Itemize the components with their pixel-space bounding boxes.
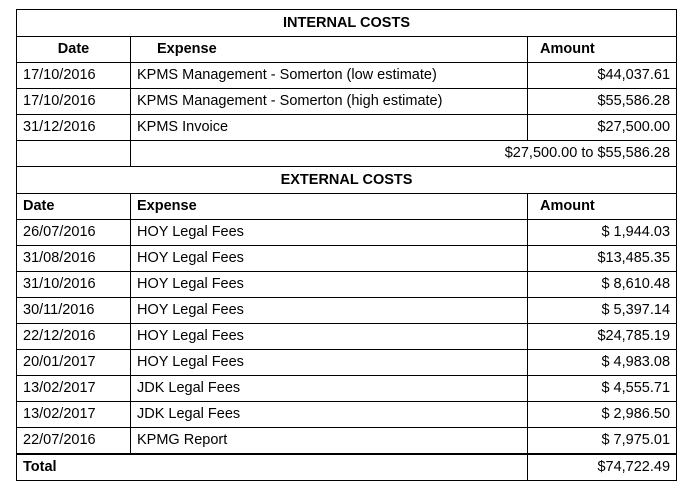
internal-costs-title: INTERNAL COSTS — [17, 10, 677, 37]
expense-cell: HOY Legal Fees — [131, 246, 528, 272]
date-cell: 17/10/2016 — [17, 63, 131, 89]
amount-cell: $27,500.00 — [528, 115, 677, 141]
amount-cell: $24,785.19 — [528, 324, 677, 350]
total-label: Total — [17, 454, 528, 481]
date-cell: 17/10/2016 — [17, 89, 131, 115]
expense-cell: KPMS Management - Somerton (high estimate) — [131, 89, 528, 115]
internal-date-header: Date — [17, 37, 131, 63]
costs-table — [16, 9, 677, 481]
expense-cell: HOY Legal Fees — [131, 220, 528, 246]
table-row — [17, 272, 677, 298]
date-cell: 20/01/2017 — [17, 350, 131, 376]
table-row — [17, 115, 677, 141]
table-row — [17, 324, 677, 350]
date-cell: 30/11/2016 — [17, 298, 131, 324]
expense-cell: JDK Legal Fees — [131, 376, 528, 402]
total-row — [17, 454, 677, 481]
date-cell: 31/10/2016 — [17, 272, 131, 298]
expense-cell: HOY Legal Fees — [131, 350, 528, 376]
internal-amount-header: Amount — [528, 37, 677, 63]
internal-header-row — [17, 37, 677, 63]
empty-cell — [17, 141, 131, 167]
table-row — [17, 350, 677, 376]
external-expense-header: Expense — [131, 194, 528, 220]
expense-cell: JDK Legal Fees — [131, 402, 528, 428]
amount-cell: $ 4,555.71 — [528, 376, 677, 402]
amount-cell: $ 8,610.48 — [528, 272, 677, 298]
table-row — [17, 402, 677, 428]
table-row — [17, 220, 677, 246]
date-cell: 13/02/2017 — [17, 402, 131, 428]
expense-cell: KPMS Invoice — [131, 115, 528, 141]
amount-cell: $44,037.61 — [528, 63, 677, 89]
total-amount: $74,722.49 — [528, 454, 677, 481]
amount-cell: $13,485.35 — [528, 246, 677, 272]
amount-cell: $ 2,986.50 — [528, 402, 677, 428]
internal-section-row — [17, 10, 677, 37]
external-header-row — [17, 194, 677, 220]
amount-cell: $ 5,397.14 — [528, 298, 677, 324]
table-row — [17, 428, 677, 455]
date-cell: 31/08/2016 — [17, 246, 131, 272]
date-cell: 26/07/2016 — [17, 220, 131, 246]
table-row — [17, 89, 677, 115]
internal-range: $27,500.00 to $55,586.28 — [131, 141, 677, 167]
table-row — [17, 376, 677, 402]
costs-document — [16, 9, 676, 481]
amount-cell: $55,586.28 — [528, 89, 677, 115]
date-cell: 22/12/2016 — [17, 324, 131, 350]
internal-range-row — [17, 141, 677, 167]
date-cell: 22/07/2016 — [17, 428, 131, 455]
external-amount-header: Amount — [528, 194, 677, 220]
expense-cell: KPMS Management - Somerton (low estimate) — [131, 63, 528, 89]
expense-cell: KPMG Report — [131, 428, 528, 455]
date-cell: 13/02/2017 — [17, 376, 131, 402]
internal-expense-header: Expense — [131, 37, 528, 63]
amount-cell: $ 7,975.01 — [528, 428, 677, 455]
expense-cell: HOY Legal Fees — [131, 324, 528, 350]
external-section-row — [17, 167, 677, 194]
amount-cell: $ 1,944.03 — [528, 220, 677, 246]
date-cell: 31/12/2016 — [17, 115, 131, 141]
external-date-header: Date — [17, 194, 131, 220]
table-row — [17, 246, 677, 272]
expense-cell: HOY Legal Fees — [131, 298, 528, 324]
table-row — [17, 63, 677, 89]
table-row — [17, 298, 677, 324]
expense-cell: HOY Legal Fees — [131, 272, 528, 298]
amount-cell: $ 4,983.08 — [528, 350, 677, 376]
external-costs-title: EXTERNAL COSTS — [17, 167, 677, 194]
